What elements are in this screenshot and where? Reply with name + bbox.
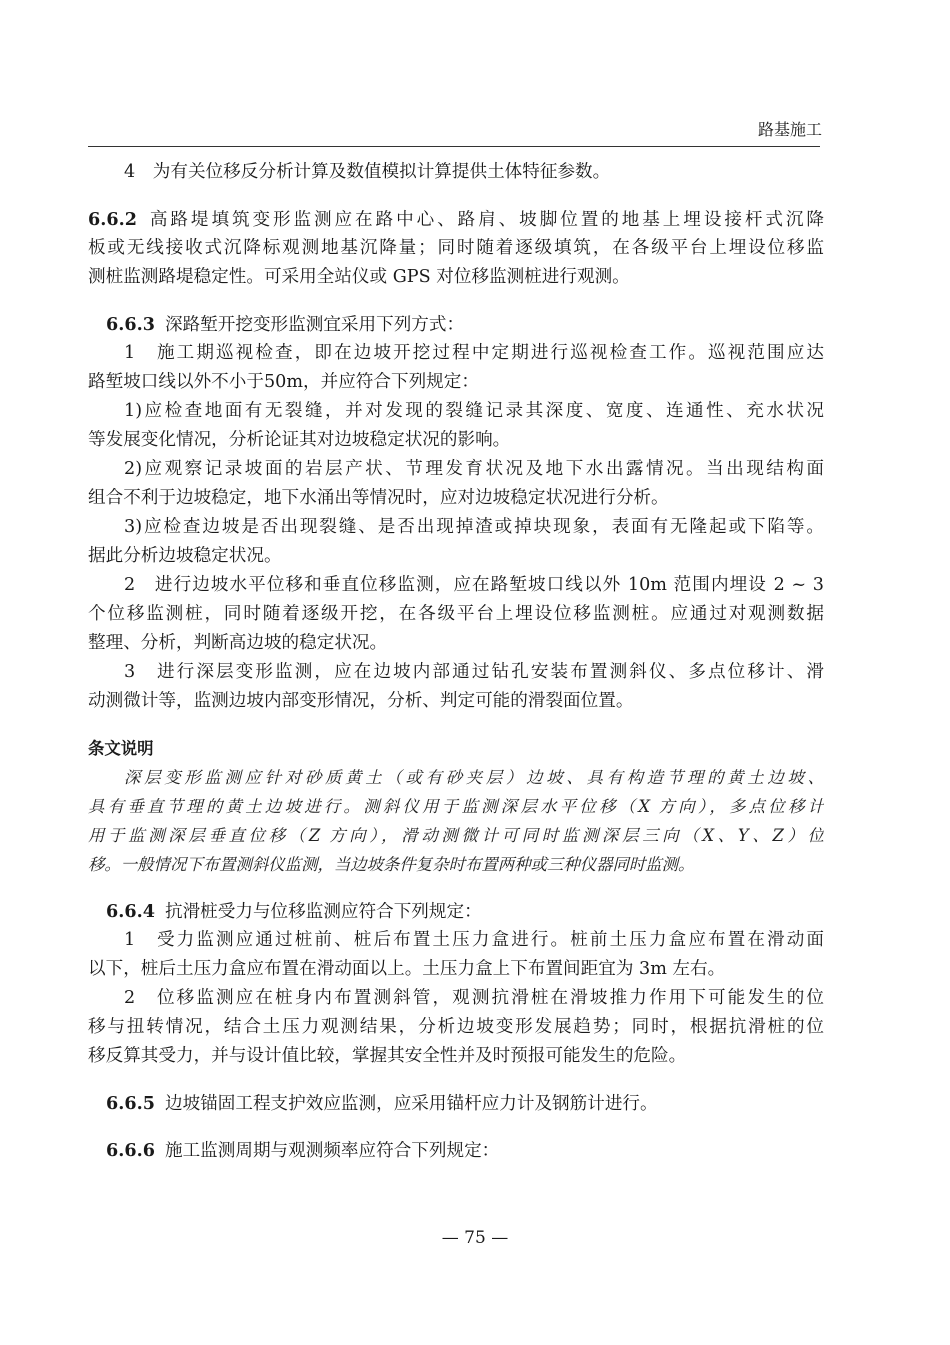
clause-6-6-3-item-line: 动测微计等，监测边坡内部变形情况，分析、判定可能的滑裂面位置。 <box>88 691 634 711</box>
note-line: 移。一般情况下布置测斜仪监测，当边坡条件复杂时布置两种或三种仪器同时监测。 <box>88 855 695 874</box>
clause-text: 深路堑开挖变形监测宜采用下列方式： <box>164 315 465 335</box>
sub-item-line: 2)应观察记录坡面的岩层产状、节理发育状况及地下水出露情况。当出现结构面 <box>124 459 824 479</box>
clause-text: 高路堤填筑变形监测应在路中心、路肩、坡脚位置的地基上埋设接杆式沉降 <box>146 210 824 230</box>
clause-number: 6.6.3 <box>106 314 155 335</box>
sub-item-line: 3)应检查边坡是否出现裂缝、是否出现掉渣或掉块现象，表面有无隆起或下陷等。 <box>124 517 824 537</box>
clause-text: 抗滑桩受力与位移监测应符合下列规定： <box>164 902 482 922</box>
clause-text: 边坡锚固工程支护效应监测，应采用锚杆应力计及钢筋计进行。 <box>164 1094 658 1114</box>
clause-number: 6.6.5 <box>106 1093 155 1114</box>
note-line: 具有垂直节理的黄土边坡进行。测斜仪用于监测深层水平位移（X 方向），多点位移计 <box>88 797 824 816</box>
clause-6-6-3-line <box>88 310 824 339</box>
clause-6-6-4-item-line: 移与扭转情况，结合土压力观测结果，分析边坡变形发展趋势；同时，根据抗滑桩的位 <box>88 1017 824 1037</box>
clause-6-6-2-line <box>88 205 824 234</box>
running-header-title: 路基施工 <box>757 120 822 139</box>
clause-6-6-4-item-line: 以下，桩后土压力盒应布置在滑动面以上。土压力盒上下布置间距宜为 3m 左右。 <box>88 959 726 979</box>
sub-item-line: 据此分析边坡稳定状况。 <box>88 546 282 566</box>
clause-6-6-3-item-line: 个位移监测桩，同时随着逐级开挖，在各级平台上埋设位移监测桩。应通过对观测数据 <box>88 604 824 624</box>
clause-6-6-3-item-line: 3 进行深层变形监测，应在边坡内部通过钻孔安装布置测斜仪、多点位移计、滑 <box>124 662 824 682</box>
sub-item-line: 1)应检查地面有无裂缝，并对发现的裂缝记录其深度、宽度、连通性、充水状况 <box>124 401 824 421</box>
clause-6-6-3-item-line: 2 进行边坡水平位移和垂直位移监测，应在路堑坡口线以外 10m 范围内埋设 2 ~ 3 <box>124 575 824 595</box>
clause-6-6-3-item-line: 整理、分析，判断高边坡的稳定状况。 <box>88 633 388 653</box>
sub-item-line: 等发展变化情况，分析论证其对边坡稳定状况的影响。 <box>88 430 511 450</box>
clause-6-6-4-item-line: 移反算其受力，并与设计值比较，掌握其安全性并及时预报可能发生的危险。 <box>88 1046 687 1066</box>
clause-6-6-5-line <box>88 1089 824 1118</box>
paragraph-item-4: 4 为有关位移反分析计算及数值模拟计算提供土体特征参数。 <box>124 162 611 182</box>
clause-6-6-6-line <box>88 1136 824 1165</box>
sub-item-line: 组合不利于边坡稳定，地下水涌出等情况时，应对边坡稳定状况进行分析。 <box>88 488 669 508</box>
clause-number: 6.6.6 <box>106 1140 155 1161</box>
page-body <box>88 158 824 1165</box>
clause-6-6-4-line <box>88 897 824 926</box>
clause-6-6-3-item-line: 路堑坡口线以外不小于50m，并应符合下列规定： <box>88 372 479 392</box>
clause-6-6-2-line: 板或无线接收式沉降标观测地基沉降量；同时随着逐级填筑，在各级平台上埋设位移监 <box>88 238 824 258</box>
note-line: 用于监测深层垂直位移（Z 方向），滑动测微计可同时监测深层三向（X、Y、Z）位 <box>88 826 824 845</box>
page-number: — 75 — <box>441 1228 509 1248</box>
header-rule <box>88 146 820 147</box>
clause-text: 施工监测周期与观测频率应符合下列规定： <box>164 1141 500 1161</box>
note-heading: 条文说明 <box>88 739 154 758</box>
clause-number: 6.6.2 <box>88 209 137 230</box>
clause-6-6-3-item-line: 1 施工期巡视检查，即在边坡开挖过程中定期进行巡视检查工作。巡视范围应达 <box>124 343 824 363</box>
clause-6-6-2-line: 测桩监测路堤稳定性。可采用全站仪或 GPS 对位移监测桩进行观测。 <box>88 267 630 287</box>
clause-6-6-4-item-line: 1 受力监测应通过桩前、桩后布置土压力盒进行。桩前土压力盒应布置在滑动面 <box>124 930 824 950</box>
clause-6-6-4-item-line: 2 位移监测应在桩身内布置测斜管，观测抗滑桩在滑坡推力作用下可能发生的位 <box>124 988 824 1008</box>
clause-number: 6.6.4 <box>106 901 155 922</box>
note-line: 深层变形监测应针对砂质黄土（或有砂夹层）边坡、具有构造节理的黄土边坡、 <box>124 768 824 787</box>
